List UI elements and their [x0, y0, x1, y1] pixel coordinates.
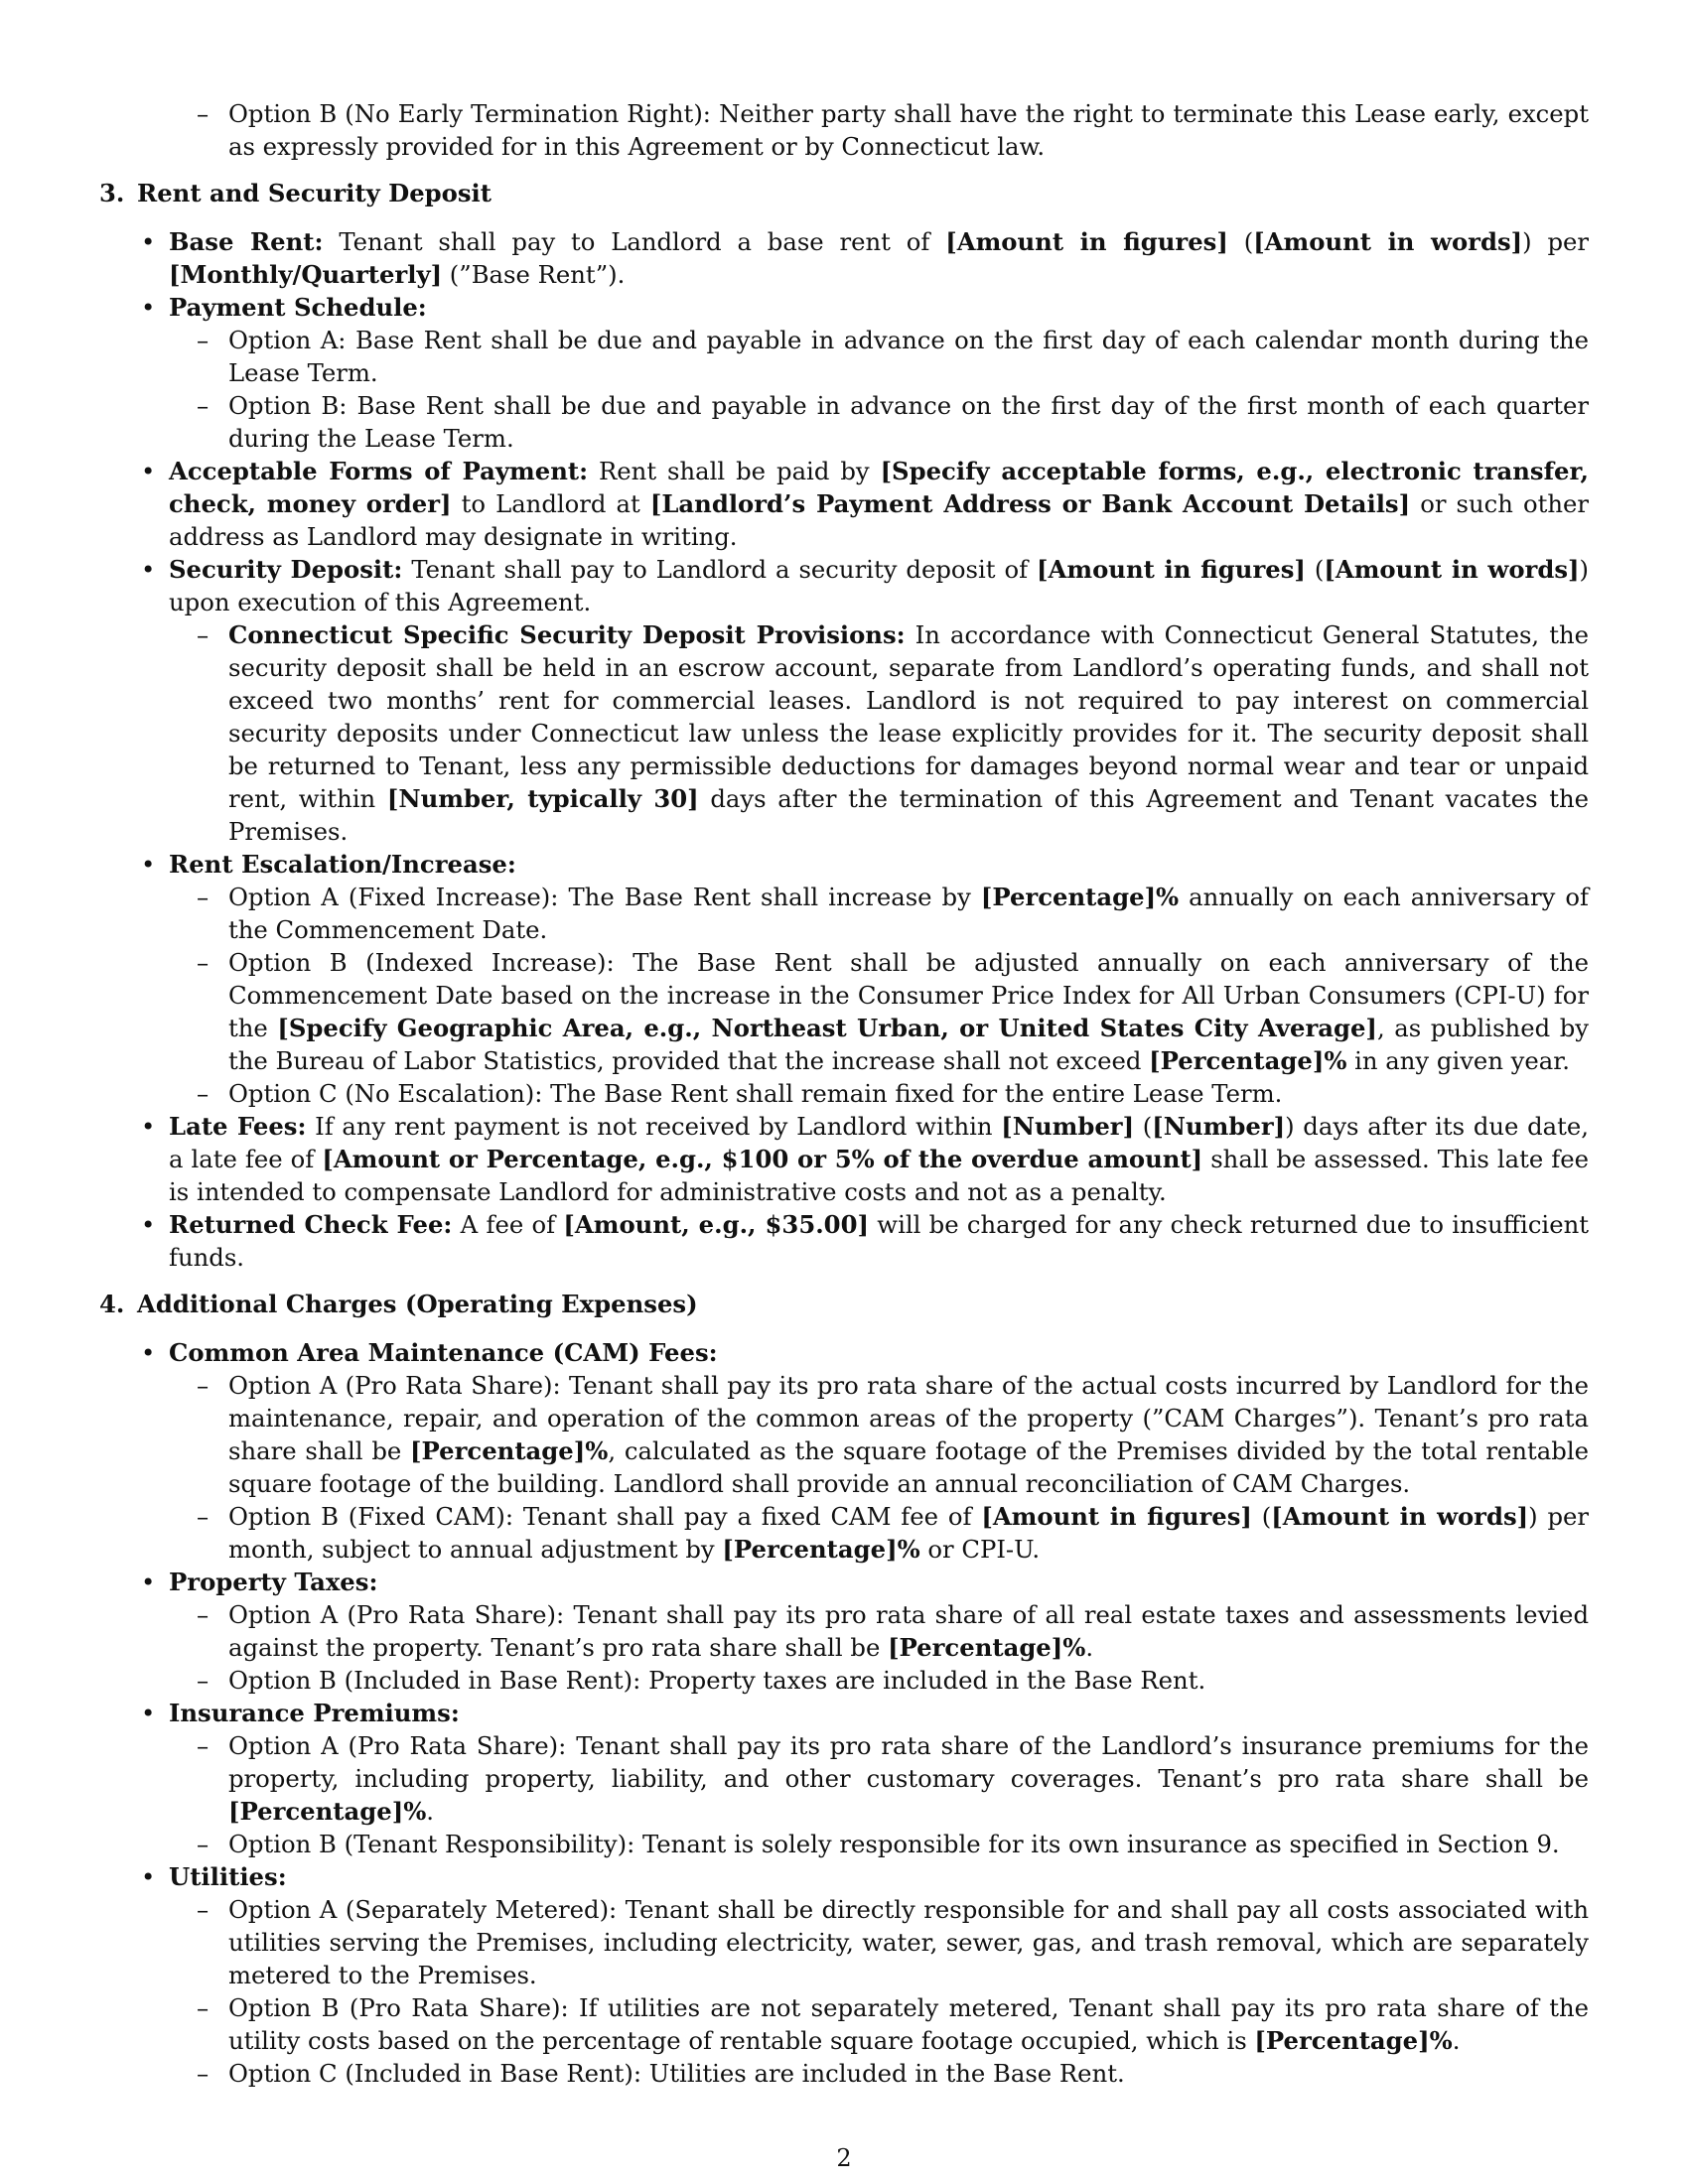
page-number: 2: [836, 2144, 852, 2172]
insurance-option-a: – Option A (Pro Rata Share): Tenant shall pay its pro rata share of the Landlord’s insurance premiums for the property, including property, liability, and other customary coverages. Tenant’s pro rata share shall be [Percentage]%.: [99, 1729, 1589, 1828]
late-fees-item: • Late Fees: If any rent payment is not received by Landlord within [Number] ([Number]) days after its due date, a late fee of [Amount or Percentage, e.g., $100 or 5% of the overdue amount] shall be assessed. This late fee is intended to compensate Landlord for administrative costs and not as a penalty.: [99, 1110, 1589, 1208]
connecticut-deposit-provisions: – Connecticut Specific Security Deposit Provisions: In accordance with Connecticut General Statutes, the security deposit shall be held in an escrow account, separate from Landlord’s operating funds, and shall not exceed two months’ rent for commercial leases. Landlord is not required to pay interest on commercial security deposits under Connecticut law unless the lease explicitly provides for it. The security deposit shall be returned to Tenant, less any permissible deductions for damages beyond normal wear and tear or unpaid rent, within [Number, typically 30] days after the termination of this Agreement and Tenant vacates the Premises.: [99, 618, 1589, 848]
base-rent-item: • Base Rent: Tenant shall pay to Landlord a base rent of [Amount in figures] ([Amount in words]) per [Monthly/Quarterly] (”Base Rent”).: [99, 225, 1589, 291]
security-deposit-item: • Security Deposit: Tenant shall pay to Landlord a security deposit of [Amount in figures] ([Amount in words]) upon execution of this Agreement.: [99, 553, 1589, 618]
cam-fees-item: • Common Area Maintenance (CAM) Fees:: [99, 1336, 1589, 1369]
escalation-option-a: – Option A (Fixed Increase): The Base Rent shall increase by [Percentage]% annually on each anniversary of the Commencement Date.: [99, 881, 1589, 946]
insurance-option-b: – Option B (Tenant Responsibility): Tenant is solely responsible for its own insurance as specified in Section 9.: [99, 1828, 1589, 1860]
option-early-termination-b: – Option B (No Early Termination Right): Neither party shall have the right to terminate this Lease early, except as expressly provided for in this Agreement or by Connecticut law.: [99, 97, 1589, 163]
taxes-option-a: – Option A (Pro Rata Share): Tenant shall pay its pro rata share of all real estate taxes and assessments levied against the property. Tenant’s pro rata share shall be [Percentage]%.: [99, 1598, 1589, 1664]
escalation-option-b: – Option B (Indexed Increase): The Base Rent shall be adjusted annually on each anniversary of the Commencement Date based on the increase in the Consumer Price Index for All Urban Consumers (CPI-U) for the [Specify Geographic Area, e.g., Northeast Urban, or United States City Average], as published by the Bureau of Labor Statistics, provided that the increase shall not exceed [Percentage]% in any given year.: [99, 946, 1589, 1077]
cam-option-a: – Option A (Pro Rata Share): Tenant shall pay its pro rata share of the actual costs incurred by Landlord for the maintenance, repair, and operation of the common areas of the property (”CAM Charges”). Tenant’s pro rata share shall be [Percentage]%, calculated as the square footage of the Premises divided by the total rentable square footage of the building. Landlord shall provide an annual reconciliation of CAM Charges.: [99, 1369, 1589, 1500]
utilities-item: • Utilities:: [99, 1860, 1589, 1893]
payment-schedule-item: • Payment Schedule:: [99, 291, 1589, 324]
document-page: [99, 97, 1589, 2090]
utilities-option-a: – Option A (Separately Metered): Tenant shall be directly responsible for and shall pay all costs associated with utilities serving the Premises, including electricity, water, sewer, gas, and trash removal, which are separately metered to the Premises.: [99, 1893, 1589, 1991]
taxes-option-b: – Option B (Included in Base Rent): Property taxes are included in the Base Rent.: [99, 1664, 1589, 1697]
section-3-heading: 3. Rent and Security Deposit: [99, 179, 492, 207]
utilities-option-c: – Option C (Included in Base Rent): Utilities are included in the Base Rent.: [99, 2057, 1589, 2090]
section-4-heading: 4. Additional Charges (Operating Expenses): [99, 1290, 698, 1318]
payment-schedule-option-a: – Option A: Base Rent shall be due and payable in advance on the first day of each calendar month during the Lease Term.: [99, 324, 1589, 389]
payment-schedule-option-b: – Option B: Base Rent shall be due and payable in advance on the first day of the first month of each quarter during the Lease Term.: [99, 389, 1589, 455]
payment-forms-item: • Acceptable Forms of Payment: Rent shall be paid by [Specify acceptable forms, e.g., electronic transfer, check, money order] to Landlord at [Landlord’s Payment Address or Bank Account Details] or such other address as Landlord may designate in writing.: [99, 455, 1589, 553]
escalation-option-c: – Option C (No Escalation): The Base Rent shall remain fixed for the entire Lease Term.: [99, 1077, 1589, 1110]
property-taxes-item: • Property Taxes:: [99, 1566, 1589, 1598]
insurance-premiums-item: • Insurance Premiums:: [99, 1697, 1589, 1729]
returned-check-fee-item: • Returned Check Fee: A fee of [Amount, e.g., $35.00] will be charged for any check returned due to insufficient funds.: [99, 1208, 1589, 1274]
utilities-option-b: – Option B (Pro Rata Share): If utilities are not separately metered, Tenant shall pay its pro rata share of the utility costs based on the percentage of rentable square footage occupied, which is [Percentage]%.: [99, 1991, 1589, 2057]
rent-escalation-item: • Rent Escalation/Increase:: [99, 848, 1589, 881]
cam-option-b: – Option B (Fixed CAM): Tenant shall pay a fixed CAM fee of [Amount in figures] ([Amount in words]) per month, subject to annual adjustment by [Percentage]% or CPI-U.: [99, 1500, 1589, 1566]
